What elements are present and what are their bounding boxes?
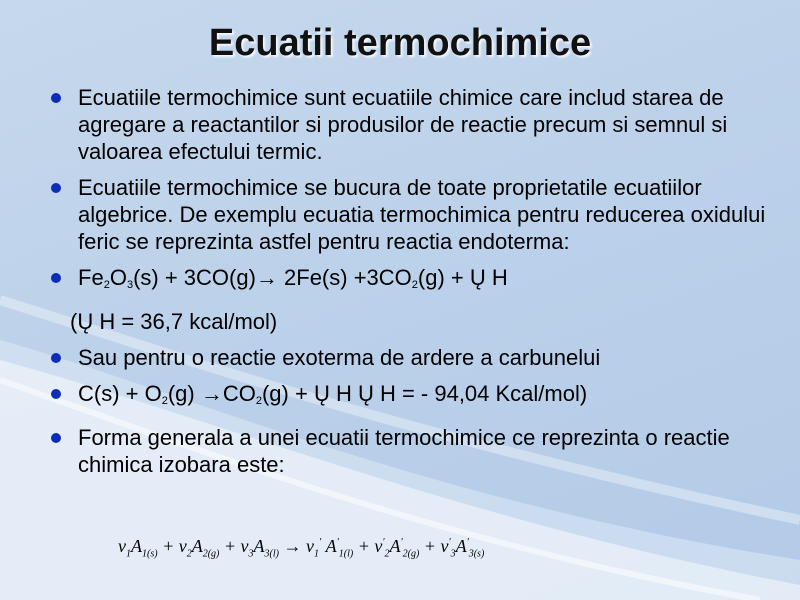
equation-subscript: 3 <box>126 279 134 291</box>
slide-title: Ecuatii termochimice <box>208 22 592 64</box>
formula-term: A <box>321 536 337 556</box>
enthalpy-value-line: (Ų H = 36,7 kcal/mol) <box>70 309 278 334</box>
equation-part: (g) + Ų H <box>417 265 508 290</box>
formula-subscript: 2 <box>186 548 192 560</box>
bullet-dot-icon <box>51 93 61 103</box>
equation-part: (s) + 3CO(g)→ 2Fe(s) +3CO <box>133 265 412 290</box>
bullet-general-form <box>48 424 773 478</box>
bullet-text: Forma generala a unei ecuatii termochimice ce reprezinta o reactie chimica izobara este: <box>78 425 730 477</box>
formula-subscript: 1 <box>313 548 319 560</box>
equation-part: Fe <box>78 265 104 290</box>
formula-subscript: 1(s) <box>142 548 158 560</box>
bullet-text: Sau pentru o reactie exoterma de ardere a carbunelui <box>78 345 601 370</box>
formula-term: ν <box>118 536 126 556</box>
bullet-equation-fe2o3 <box>48 264 773 299</box>
formula-prime: ' <box>466 537 469 548</box>
formula-subscript: 2(g) <box>202 548 220 560</box>
formula-prime: ' <box>382 537 385 548</box>
bullet-dot-icon <box>51 273 61 283</box>
bullet-list <box>48 84 773 487</box>
formula-term: + ν <box>219 536 249 556</box>
formula-term: A <box>131 536 142 556</box>
equation-subscript: 2 <box>255 395 262 407</box>
bullet-equation-carbon <box>48 380 773 415</box>
general-formula <box>118 536 484 560</box>
formula-prime: ' <box>400 537 403 548</box>
formula-subscript: 3(l) <box>264 548 279 560</box>
formula-prime: ' <box>448 537 451 548</box>
formula-subscript: 1 <box>126 548 131 560</box>
equation-subscript: 2 <box>411 279 418 291</box>
bullet-dot-icon <box>51 433 61 443</box>
formula-term: A <box>191 536 203 556</box>
formula-term: + ν <box>157 536 187 556</box>
equation-part: (g) + Ų H Ų H = - 94,04 Kcal/mol) <box>261 381 588 406</box>
equation-part: (g) →CO <box>167 381 256 406</box>
formula-subscript: 3 <box>450 548 456 560</box>
bullet-properties <box>48 174 773 255</box>
formula-term: A <box>455 536 467 556</box>
equation-part: O <box>109 265 127 290</box>
formula-subscript: 3(s) <box>468 548 485 560</box>
bullet-text: Ecuatiile termochimice se bucura de toate proprietatile ecuatiilor algebrice. De exemplu ecuatia termochimica pentru reducerea oxidului feric se reprezinta astfel pentru reactia endoterma: <box>78 175 766 254</box>
formula-term: + ν <box>419 536 449 556</box>
formula-prime: ' <box>318 537 322 548</box>
formula-term: → ν <box>278 536 314 556</box>
formula-subscript: 1(l) <box>338 548 354 560</box>
bullet-text: Ecuatiile termochimice sunt ecuatiile chimice care includ starea de agregare a reactantilor si produsilor de reactie precum si semnul si valoarea efectului termic. <box>78 85 728 164</box>
formula-term: A <box>253 536 265 556</box>
equation-subscript: 2 <box>161 395 168 407</box>
bullet-exothermic <box>48 344 773 371</box>
formula-subscript: 3 <box>248 548 254 560</box>
equation-subscript: 2 <box>103 279 110 291</box>
formula-term: A <box>389 536 401 556</box>
formula-subscript: 2 <box>384 548 390 560</box>
formula-subscript: 2(g) <box>402 548 420 560</box>
bullet-dot-icon <box>51 183 61 193</box>
equation-part: C(s) + O <box>78 381 162 406</box>
bullet-dot-icon <box>51 389 61 399</box>
formula-term: + ν <box>353 536 383 556</box>
formula-prime: ' <box>336 537 339 548</box>
bullet-definition <box>48 84 773 165</box>
bullet-dot-icon <box>51 353 61 363</box>
